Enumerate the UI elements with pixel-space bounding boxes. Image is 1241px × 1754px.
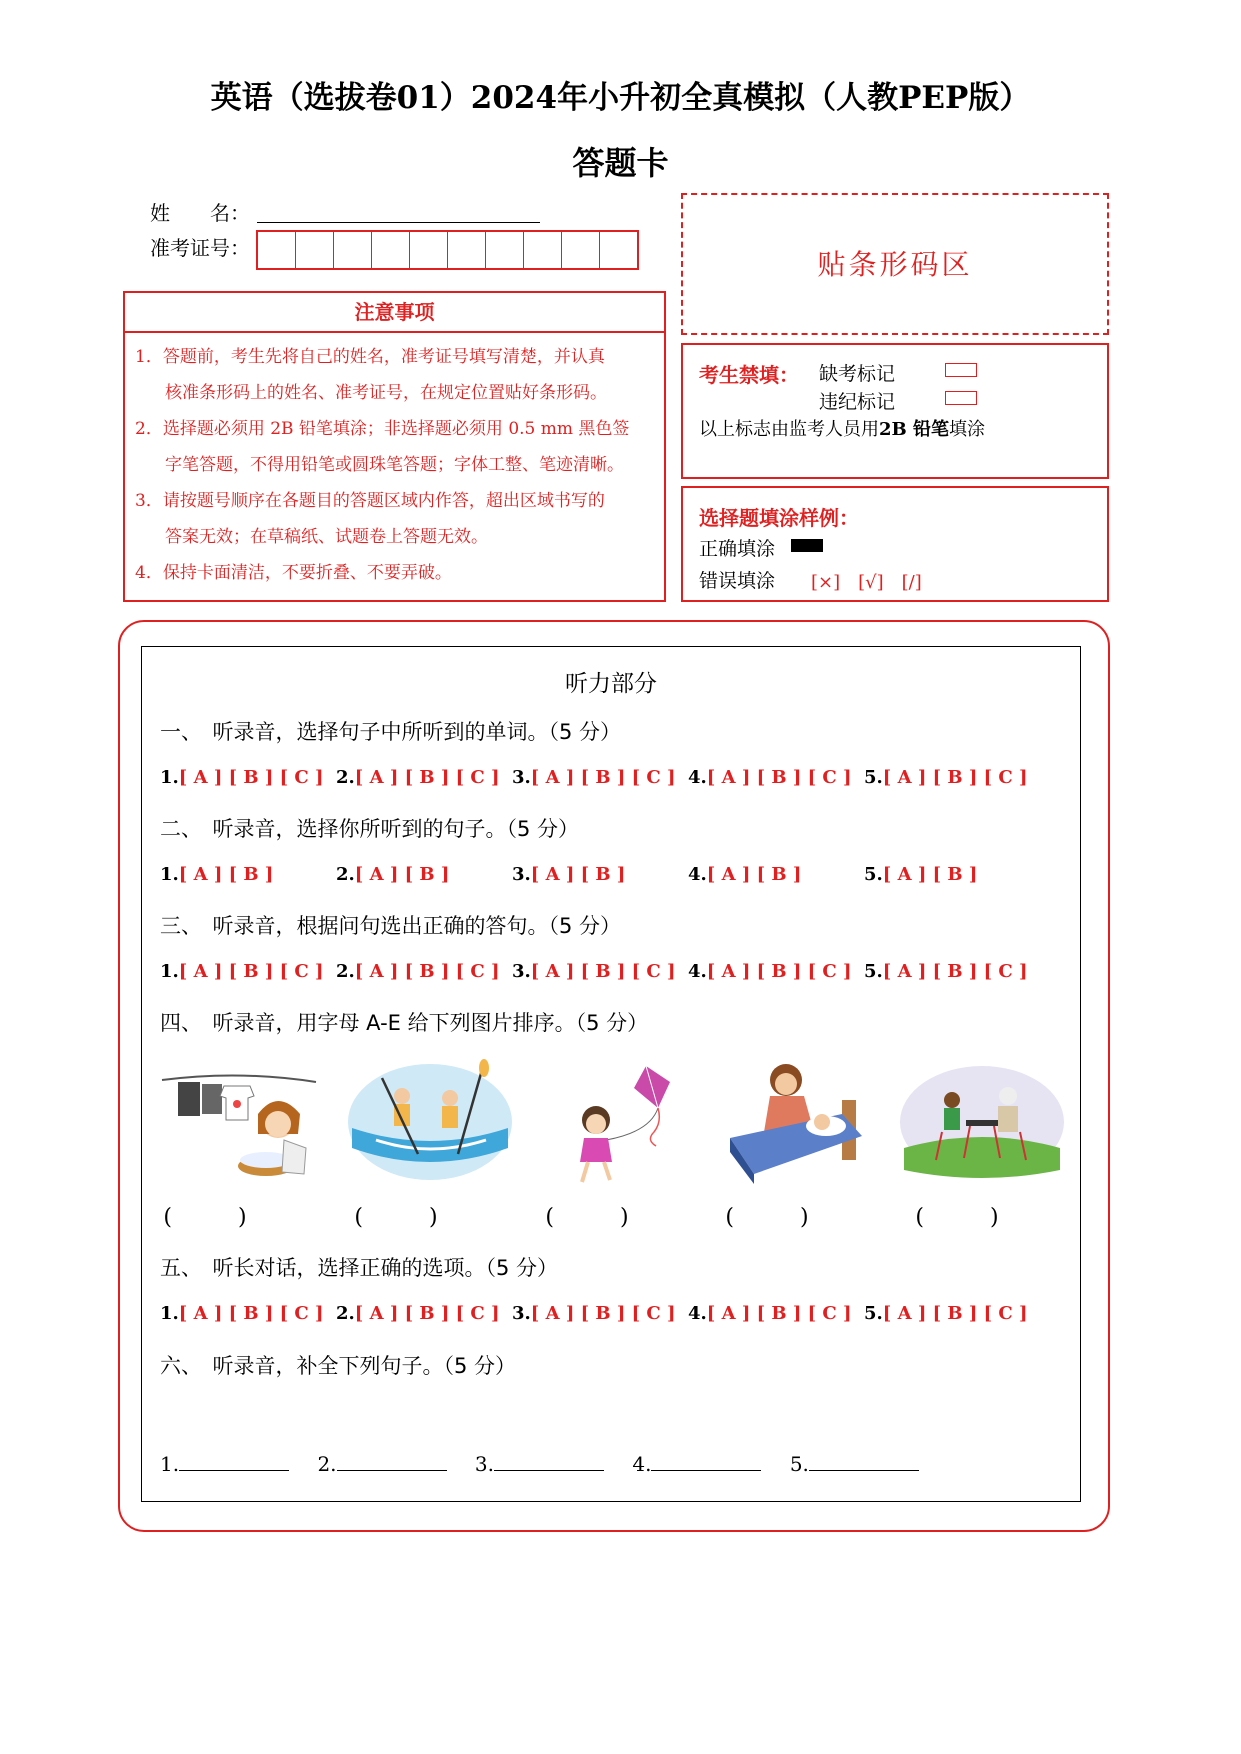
notice-box xyxy=(123,291,666,602)
section-6-title: 六、 听录音，补全下列句子。（5 分） xyxy=(160,1354,517,1378)
blank-3[interactable] xyxy=(494,1452,604,1471)
absent-mark xyxy=(945,363,977,377)
id-label: 准考证号： xyxy=(150,236,250,260)
laundry-picture xyxy=(160,1062,318,1182)
exam-id-digit-7[interactable] xyxy=(486,232,524,268)
section-1-title: 一、 听录音，选择句子中所听到的单词。（5 分） xyxy=(160,720,622,744)
section-3-options xyxy=(160,961,1040,982)
q1-2[interactable]: 2.[ A ] [ B ] [ C ] xyxy=(336,767,500,788)
q3-2[interactable]: 2.[ A ] [ B ] [ C ] xyxy=(336,961,500,982)
picture-2-answer[interactable]: ( ) xyxy=(354,1205,438,1230)
q5-2[interactable]: 2.[ A ] [ B ] [ C ] xyxy=(336,1303,500,1324)
q5-5[interactable]: 5.[ A ] [ B ] [ C ] xyxy=(864,1303,1028,1324)
q3-4[interactable]: 4.[ A ] [ B ] [ C ] xyxy=(688,961,852,982)
section-5-options xyxy=(160,1303,1040,1324)
listening-heading: 听力部分 xyxy=(565,671,657,697)
q5-4[interactable]: 4.[ A ] [ B ] [ C ] xyxy=(688,1303,852,1324)
exam-id-digit-3[interactable] xyxy=(334,232,372,268)
q5-3[interactable]: 3.[ A ] [ B ] [ C ] xyxy=(512,1303,676,1324)
q3-3[interactable]: 3.[ A ] [ B ] [ C ] xyxy=(512,961,676,982)
q1-1[interactable]: 1.[ A ] [ B ] [ C ] xyxy=(160,767,324,788)
notice-item-2: 2．选择题必须用 2B 铅笔填涂；非选择题必须用 0.5 mm 黑色签 字笔答题，不得用铅笔或圆珠笔答题；字体工整、笔迹清晰。 xyxy=(135,419,630,475)
q2-2[interactable]: 2.[ A ] [ B ] xyxy=(336,864,450,885)
q2-5[interactable]: 5.[ A ] [ B ] xyxy=(864,864,978,885)
picnic-picture xyxy=(898,1062,1066,1186)
exam-id-digit-2[interactable] xyxy=(296,232,334,268)
kayaking-picture xyxy=(346,1058,514,1182)
violation-mark xyxy=(945,391,977,405)
blank-2[interactable] xyxy=(337,1452,447,1471)
section-4-title: 四、 听录音，用字母 A-E 给下列图片排序。（5 分） xyxy=(160,1011,649,1035)
picture-3-answer[interactable]: ( ) xyxy=(545,1205,629,1230)
correct-sample-mark xyxy=(791,539,823,552)
wrong-sample-marks: [×] [√] [/] xyxy=(811,572,922,593)
q2-4[interactable]: 4.[ A ] [ B ] xyxy=(688,864,802,885)
section-3-title: 三、 听录音，根据问句选出正确的答句。（5 分） xyxy=(160,914,622,938)
blank-1[interactable] xyxy=(179,1452,289,1471)
section-2-options xyxy=(160,864,1040,885)
name-label: 姓 名： xyxy=(150,201,250,225)
q1-5[interactable]: 5.[ A ] [ B ] [ C ] xyxy=(864,767,1028,788)
section-6-blanks: 1. 2. 3. 4. 5. xyxy=(160,1452,919,1476)
exam-id-digit-4[interactable] xyxy=(372,232,410,268)
exam-id-digit-1[interactable] xyxy=(258,232,296,268)
notice-heading: 注意事项 xyxy=(125,293,664,333)
q3-1[interactable]: 1.[ A ] [ B ] [ C ] xyxy=(160,961,324,982)
exam-id-digit-5[interactable] xyxy=(410,232,448,268)
forbidden-heading: 考生禁填： xyxy=(699,363,799,387)
kite-picture xyxy=(566,1062,676,1186)
q2-3[interactable]: 3.[ A ] [ B ] xyxy=(512,864,626,885)
absent-label: 缺考标记 xyxy=(819,363,896,385)
name-field[interactable] xyxy=(257,200,540,223)
exam-id-digit-9[interactable] xyxy=(562,232,600,268)
exam-id-digit-6[interactable] xyxy=(448,232,486,268)
section-1-options xyxy=(160,767,1040,788)
q1-4[interactable]: 4.[ A ] [ B ] [ C ] xyxy=(688,767,852,788)
q2-1[interactable]: 1.[ A ] [ B ] xyxy=(160,864,274,885)
q5-1[interactable]: 1.[ A ] [ B ] [ C ] xyxy=(160,1303,324,1324)
picture-4-answer[interactable]: ( ) xyxy=(725,1205,809,1230)
picture-5-answer[interactable]: ( ) xyxy=(915,1205,999,1230)
violation-label: 违纪标记 xyxy=(819,391,896,413)
sample-heading: 选择题填涂样例： xyxy=(699,506,859,530)
wrong-label: 错误填涂 xyxy=(699,570,776,592)
page-subtitle: 答题卡 xyxy=(572,144,669,182)
barcode-area xyxy=(681,193,1109,335)
picture-order-answers xyxy=(160,1200,1080,1230)
q1-3[interactable]: 3.[ A ] [ B ] [ C ] xyxy=(512,767,676,788)
page-title: 英语（选拔卷01）2024年小升初全真模拟（人教PEP版） xyxy=(210,80,1031,116)
q3-5[interactable]: 5.[ A ] [ B ] [ C ] xyxy=(864,961,1028,982)
section-2-title: 二、 听录音，选择你所听到的句子。（5 分） xyxy=(160,817,580,841)
correct-label: 正确填涂 xyxy=(699,538,776,560)
exam-id-digit-8[interactable] xyxy=(524,232,562,268)
bedtime-picture xyxy=(714,1056,874,1188)
section-5-title: 五、 听长对话，选择正确的选项。（5 分） xyxy=(160,1256,559,1280)
barcode-label: 贴条形码区 xyxy=(817,248,973,281)
blank-5[interactable] xyxy=(809,1452,919,1471)
forbidden-note: 以上标志由监考人员用2B 铅笔填涂 xyxy=(699,419,986,440)
sample-box xyxy=(681,486,1109,602)
notice-item-3: 3．请按题号顺序在各题目的答题区域内作答，超出区域书写的 答案无效；在草稿纸、试题卷上答题无效。 xyxy=(135,491,605,547)
picture-1-answer[interactable]: ( ) xyxy=(163,1205,247,1230)
forbidden-box xyxy=(681,343,1109,479)
notice-item-4: 4．保持卡面清洁，不要折叠、不要弄破。 xyxy=(135,563,452,583)
exam-id-digit-10[interactable] xyxy=(600,232,637,268)
exam-id-boxes[interactable] xyxy=(256,230,639,270)
notice-item-1: 1．答题前，考生先将自己的姓名，准考证号填写清楚，并认真 核准条形码上的姓名、准考证号，在规定位置贴好条形码。 xyxy=(135,347,607,403)
blank-4[interactable] xyxy=(651,1452,761,1471)
